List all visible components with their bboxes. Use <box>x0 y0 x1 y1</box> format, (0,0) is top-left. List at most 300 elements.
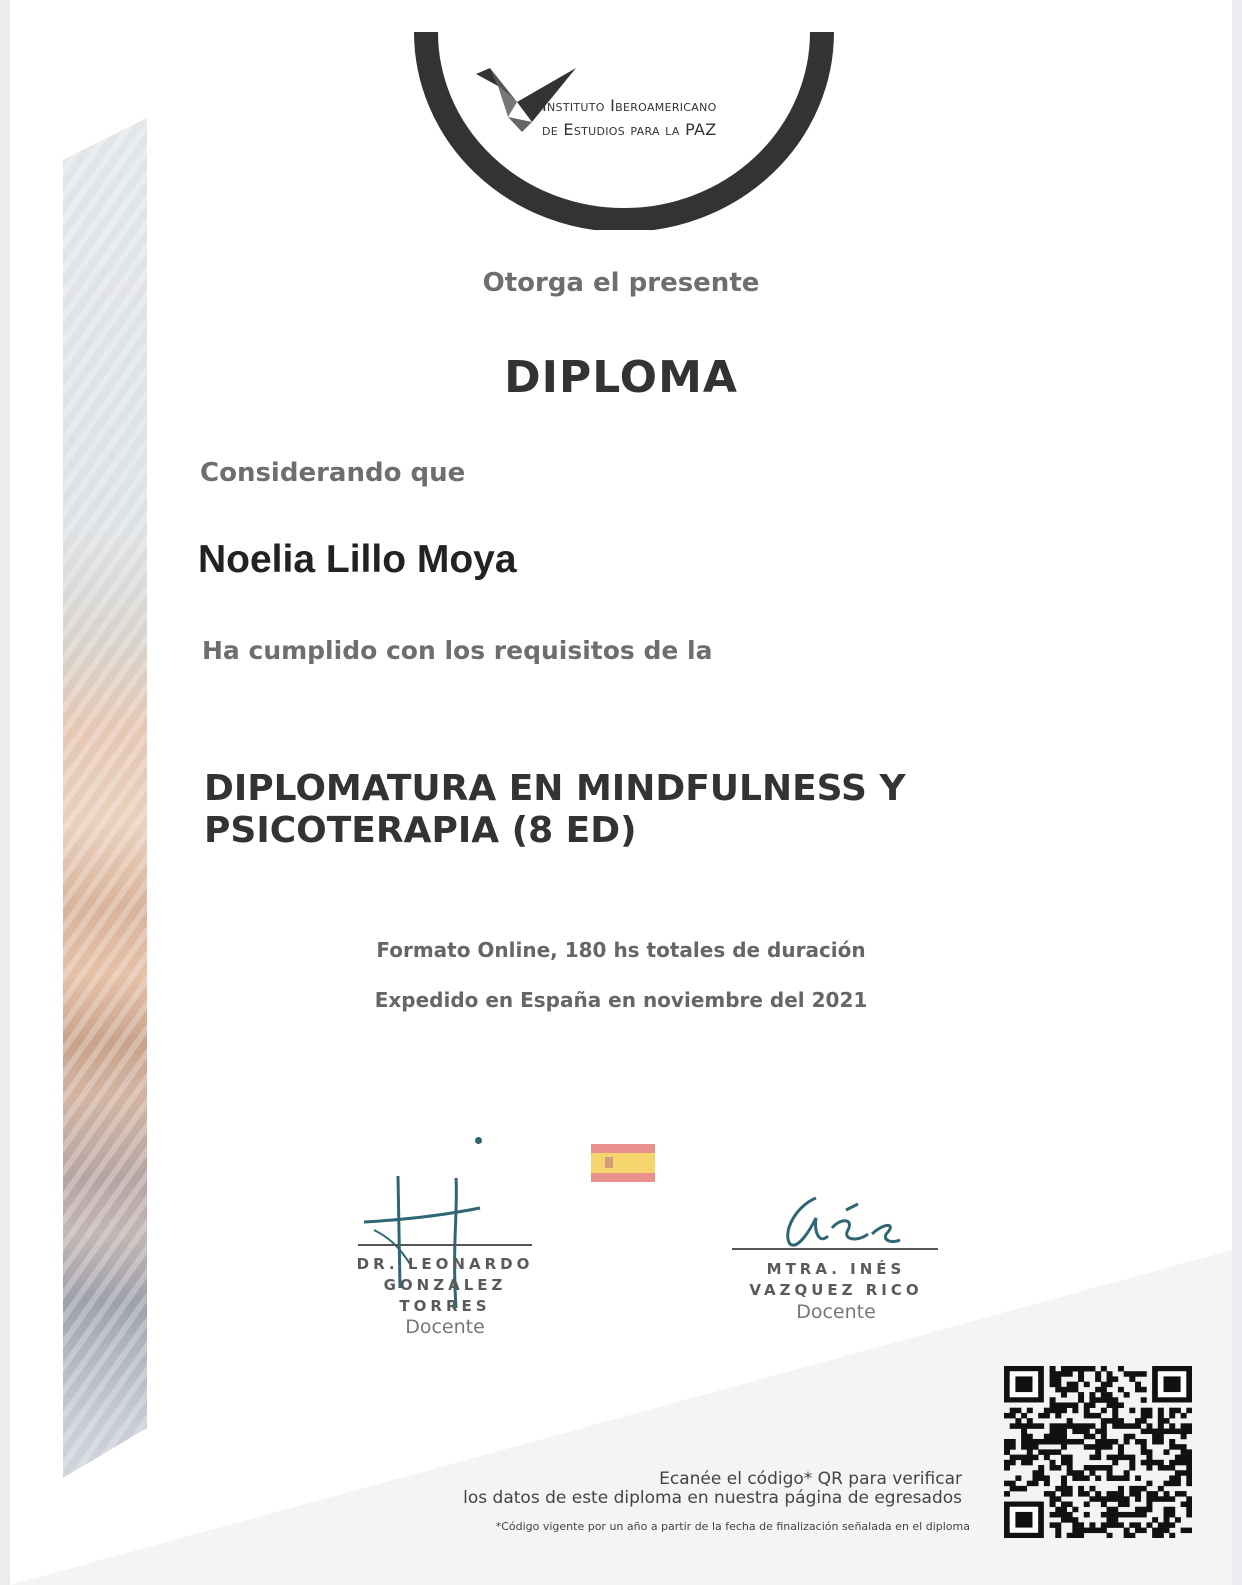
qr-module <box>1055 1486 1061 1492</box>
qr-module <box>1078 1470 1084 1476</box>
qr-module <box>1067 1533 1073 1538</box>
qr-module <box>1021 1455 1027 1461</box>
qr-module <box>1055 1408 1061 1414</box>
qr-module <box>1141 1413 1147 1419</box>
qr-module <box>1129 1465 1135 1471</box>
qr-module <box>1141 1507 1147 1513</box>
qr-module <box>1004 1439 1010 1445</box>
qr-module <box>1072 1533 1078 1538</box>
qr-module <box>1124 1512 1130 1518</box>
qr-module <box>1175 1429 1181 1435</box>
qr-module <box>1169 1512 1175 1518</box>
qr-module <box>1010 1408 1016 1414</box>
qr-module <box>1032 1439 1038 1445</box>
qr-module <box>1078 1376 1084 1382</box>
ink-dot <box>475 1137 482 1144</box>
qr-module <box>1135 1371 1141 1377</box>
qr-module <box>1004 1491 1010 1497</box>
qr-module <box>1032 1481 1038 1487</box>
qr-module <box>1169 1475 1175 1481</box>
qr-module <box>1158 1418 1164 1424</box>
qr-module <box>1004 1413 1010 1419</box>
qr-module <box>1107 1522 1113 1528</box>
qr-module <box>1067 1502 1073 1508</box>
qr-module <box>1101 1408 1107 1414</box>
signature-line-left <box>358 1244 532 1246</box>
program-name <box>204 768 1104 852</box>
qr-module <box>1169 1522 1175 1528</box>
qr-module <box>1101 1392 1107 1398</box>
qr-module <box>1084 1429 1090 1435</box>
qr-module <box>1101 1496 1107 1502</box>
qr-module <box>1135 1418 1141 1424</box>
qr-module <box>1095 1413 1101 1419</box>
qr-module <box>1158 1408 1164 1414</box>
qr-module <box>1164 1522 1170 1528</box>
qr-module <box>1095 1376 1101 1382</box>
qr-module <box>1141 1397 1147 1403</box>
qr-module <box>1004 1444 1010 1450</box>
qr-module <box>1084 1408 1090 1414</box>
qr-module <box>1050 1460 1056 1466</box>
qr-module <box>1084 1475 1090 1481</box>
qr-module <box>1095 1475 1101 1481</box>
qr-module <box>1101 1522 1107 1528</box>
qr-module <box>1135 1486 1141 1492</box>
qr-module <box>1015 1423 1021 1429</box>
qr-module <box>1181 1470 1187 1476</box>
qr-module <box>1095 1371 1101 1377</box>
program-name-line1: DIPLOMATURA EN MINDFULNESS Y <box>204 768 906 809</box>
qr-module <box>1050 1439 1056 1445</box>
qr-module <box>1089 1486 1095 1492</box>
qr-module <box>1032 1475 1038 1481</box>
qr-module <box>1175 1444 1181 1450</box>
qr-module <box>1124 1470 1130 1476</box>
qr-module <box>1101 1366 1107 1372</box>
qr-module <box>1135 1387 1141 1393</box>
qr-module <box>1050 1408 1056 1414</box>
qr-module <box>1067 1387 1073 1393</box>
qr-module <box>1129 1434 1135 1440</box>
qr-code[interactable] <box>1004 1366 1192 1538</box>
qr-module <box>1152 1460 1158 1466</box>
qr-module <box>1146 1465 1152 1471</box>
issued-text: Expedido en España en noviembre del 2021 <box>374 988 868 1012</box>
qr-module <box>1027 1434 1033 1440</box>
qr-module <box>1158 1434 1164 1440</box>
qr-module <box>1027 1455 1033 1461</box>
qr-module <box>1061 1507 1067 1513</box>
signer-left-name-line1: DR. LEONARDO <box>356 1255 534 1273</box>
qr-module <box>1055 1434 1061 1440</box>
qr-module <box>1038 1465 1044 1471</box>
institute-name <box>542 94 717 142</box>
qr-module <box>1095 1496 1101 1502</box>
signer-right-name <box>730 1259 942 1301</box>
qr-module <box>1089 1392 1095 1398</box>
qr-module <box>1055 1507 1061 1513</box>
qr-module <box>1169 1439 1175 1445</box>
qr-module <box>1124 1528 1130 1534</box>
qr-module <box>1010 1423 1016 1429</box>
qr-module <box>1146 1481 1152 1487</box>
qr-module <box>1055 1402 1061 1408</box>
spain-flag-icon <box>591 1144 655 1182</box>
qr-module <box>1169 1429 1175 1435</box>
intro-text: Otorga el presente <box>482 268 760 298</box>
qr-module <box>1186 1496 1192 1502</box>
qr-module <box>1186 1470 1192 1476</box>
qr-module <box>1146 1491 1152 1497</box>
qr-module <box>1124 1475 1130 1481</box>
qr-module <box>1186 1449 1192 1455</box>
qr-module <box>1004 1449 1010 1455</box>
qr-module <box>1135 1507 1141 1513</box>
qr-module <box>1061 1366 1067 1372</box>
qr-module <box>1067 1423 1073 1429</box>
qr-module <box>1061 1491 1067 1497</box>
qr-module <box>1032 1423 1038 1429</box>
qr-module <box>1107 1533 1113 1538</box>
qr-module <box>1146 1413 1152 1419</box>
qr-module <box>1135 1512 1141 1518</box>
qr-module <box>1038 1475 1044 1481</box>
qr-module <box>1152 1496 1158 1502</box>
institute-name-line1: Instituto Iberoamericano <box>542 96 717 115</box>
qr-module <box>1112 1517 1118 1523</box>
qr-module <box>1021 1444 1027 1450</box>
qr-module <box>1141 1528 1147 1534</box>
qr-module <box>1181 1502 1187 1508</box>
qr-module <box>1112 1376 1118 1382</box>
qr-module <box>1078 1522 1084 1528</box>
qr-module <box>1135 1491 1141 1497</box>
qr-module <box>1135 1382 1141 1388</box>
qr-module <box>1010 1413 1016 1419</box>
qr-module <box>1072 1366 1078 1372</box>
qr-module <box>1158 1528 1164 1534</box>
qr-module <box>1112 1475 1118 1481</box>
qr-module <box>1129 1371 1135 1377</box>
qr-module <box>1027 1439 1033 1445</box>
qr-module <box>1078 1486 1084 1492</box>
qr-module <box>1107 1455 1113 1461</box>
qr-module <box>1004 1460 1010 1466</box>
qr-module <box>1118 1366 1124 1372</box>
qr-module <box>1055 1465 1061 1471</box>
qr-module <box>1101 1397 1107 1403</box>
qr-module <box>1101 1465 1107 1471</box>
qr-module <box>1044 1413 1050 1419</box>
qr-module <box>1164 1491 1170 1497</box>
qr-module <box>1067 1455 1073 1461</box>
signature-right <box>776 1188 906 1252</box>
qr-module <box>1107 1371 1113 1377</box>
qr-module <box>1141 1429 1147 1435</box>
qr-module <box>1015 1418 1021 1424</box>
qr-module <box>1027 1408 1033 1414</box>
qr-module <box>1050 1502 1056 1508</box>
qr-module <box>1181 1429 1187 1435</box>
qr-module <box>1084 1413 1090 1419</box>
qr-module <box>1129 1460 1135 1466</box>
qr-module <box>1061 1387 1067 1393</box>
qr-module <box>1107 1496 1113 1502</box>
qr-module <box>1021 1434 1027 1440</box>
qr-module <box>1061 1517 1067 1523</box>
qr-module <box>1107 1382 1113 1388</box>
qr-module <box>1010 1486 1016 1492</box>
qr-module <box>1135 1528 1141 1534</box>
qr-module <box>1067 1465 1073 1471</box>
signature-line-right <box>732 1248 938 1250</box>
qr-module <box>1015 1486 1021 1492</box>
qr-module <box>1158 1533 1164 1538</box>
qr-module <box>1169 1444 1175 1450</box>
signer-right-role: Docente <box>796 1301 876 1323</box>
qr-module <box>1055 1496 1061 1502</box>
qr-module <box>1112 1397 1118 1403</box>
qr-module <box>1027 1423 1033 1429</box>
qr-module <box>1186 1512 1192 1518</box>
qr-module <box>1141 1408 1147 1414</box>
qr-module <box>1055 1439 1061 1445</box>
qr-module <box>1050 1366 1056 1372</box>
qr-module <box>1032 1470 1038 1476</box>
qr-module <box>1169 1533 1175 1538</box>
qr-module <box>1089 1413 1095 1419</box>
qr-module <box>1067 1470 1073 1476</box>
qr-module <box>1164 1528 1170 1534</box>
qr-module <box>1112 1491 1118 1497</box>
qr-module <box>1141 1460 1147 1466</box>
qr-module <box>1175 1460 1181 1466</box>
qr-module <box>1078 1429 1084 1435</box>
qr-module <box>1038 1470 1044 1476</box>
qr-module <box>1118 1491 1124 1497</box>
qr-module <box>1038 1423 1044 1429</box>
diploma-title: DIPLOMA <box>504 352 738 403</box>
qr-module <box>1118 1423 1124 1429</box>
qr-module <box>1129 1486 1135 1492</box>
qr-module <box>1186 1423 1192 1429</box>
qr-module <box>1152 1439 1158 1445</box>
qr-module <box>1146 1496 1152 1502</box>
qr-module <box>1089 1444 1095 1450</box>
qr-module <box>1044 1439 1050 1445</box>
qr-module <box>1129 1376 1135 1382</box>
qr-module <box>1050 1449 1056 1455</box>
qr-module <box>1044 1408 1050 1414</box>
qr-module <box>1089 1465 1095 1471</box>
qr-module <box>1146 1522 1152 1528</box>
qr-module <box>1181 1449 1187 1455</box>
qr-module <box>1038 1413 1044 1419</box>
qr-module <box>1050 1496 1056 1502</box>
qr-module <box>1152 1533 1158 1538</box>
qr-module <box>1118 1512 1124 1518</box>
qr-module <box>1152 1517 1158 1523</box>
qr-module <box>1164 1481 1170 1487</box>
qr-module <box>1107 1376 1113 1382</box>
qr-module <box>1118 1502 1124 1508</box>
qr-module <box>1186 1528 1192 1534</box>
qr-module <box>1129 1408 1135 1414</box>
mountain-photo-strip <box>63 118 147 1478</box>
signer-right-name-line1: MTRA. INÉS <box>766 1260 906 1278</box>
signer-left-name-line3: TORRES <box>399 1297 491 1315</box>
qr-module <box>1101 1444 1107 1450</box>
qr-module <box>1095 1455 1101 1461</box>
qr-module <box>1010 1439 1016 1445</box>
qr-module <box>1112 1408 1118 1414</box>
qr-instructions-line2: los datos de este diploma en nuestra página de egresados <box>463 1488 962 1508</box>
qr-module <box>1067 1486 1073 1492</box>
qr-module <box>1095 1491 1101 1497</box>
qr-module <box>1164 1496 1170 1502</box>
qr-module <box>1084 1465 1090 1471</box>
qr-module <box>1135 1522 1141 1528</box>
qr-module <box>1078 1371 1084 1377</box>
qr-module <box>1055 1533 1061 1538</box>
qr-module <box>1158 1460 1164 1466</box>
qr-module <box>1095 1449 1101 1455</box>
qr-module <box>1032 1444 1038 1450</box>
qr-module <box>1084 1502 1090 1508</box>
qr-module <box>1124 1455 1130 1461</box>
qr-module <box>1135 1475 1141 1481</box>
qr-module <box>1101 1439 1107 1445</box>
qr-module <box>1101 1434 1107 1440</box>
qr-module <box>1061 1402 1067 1408</box>
format-text: Formato Online, 180 hs totales de duración <box>376 938 866 962</box>
qr-module <box>1010 1481 1016 1487</box>
qr-module <box>1004 1465 1010 1471</box>
qr-module <box>1101 1387 1107 1393</box>
qr-module <box>1015 1475 1021 1481</box>
qr-module <box>1164 1517 1170 1523</box>
qr-module <box>1141 1418 1147 1424</box>
qr-module <box>1084 1491 1090 1497</box>
qr-module <box>1089 1496 1095 1502</box>
qr-module <box>1010 1444 1016 1450</box>
qr-module <box>1181 1491 1187 1497</box>
qr-module <box>1089 1434 1095 1440</box>
qr-module <box>1186 1429 1192 1435</box>
signer-left-name-line2: GONZÁLEZ <box>383 1276 507 1294</box>
qr-module <box>1158 1413 1164 1419</box>
qr-module <box>1095 1528 1101 1534</box>
qr-module <box>1044 1434 1050 1440</box>
qr-module <box>1061 1512 1067 1518</box>
qr-module <box>1067 1402 1073 1408</box>
qr-module <box>1067 1460 1073 1466</box>
qr-module <box>1050 1423 1056 1429</box>
qr-module <box>1061 1423 1067 1429</box>
qr-module <box>1050 1522 1056 1528</box>
qr-module <box>1061 1408 1067 1414</box>
qr-module <box>1158 1522 1164 1528</box>
qr-module <box>1112 1512 1118 1518</box>
qr-module <box>1107 1475 1113 1481</box>
qr-module <box>1118 1486 1124 1492</box>
qr-module <box>1124 1371 1130 1377</box>
qr-module <box>1055 1413 1061 1419</box>
qr-module <box>1141 1387 1147 1393</box>
qr-module <box>1118 1522 1124 1528</box>
qr-module <box>1050 1382 1056 1388</box>
qr-module <box>1061 1392 1067 1398</box>
qr-module <box>1124 1496 1130 1502</box>
qr-module <box>1055 1376 1061 1382</box>
qr-module <box>1061 1429 1067 1435</box>
qr-module <box>1084 1434 1090 1440</box>
qr-module <box>1067 1491 1073 1497</box>
qr-module <box>1169 1481 1175 1487</box>
qr-module <box>1164 1449 1170 1455</box>
qr-module <box>1124 1434 1130 1440</box>
signer-left-name <box>340 1254 550 1317</box>
qr-module <box>1101 1382 1107 1388</box>
qr-module <box>1027 1481 1033 1487</box>
qr-module <box>1038 1449 1044 1455</box>
qr-module <box>1135 1496 1141 1502</box>
qr-module <box>1164 1376 1181 1392</box>
qr-module <box>1044 1481 1050 1487</box>
qr-module <box>1067 1512 1073 1518</box>
qr-module <box>1181 1455 1187 1461</box>
qr-module <box>1050 1402 1056 1408</box>
qr-module <box>1129 1491 1135 1497</box>
qr-module <box>1158 1423 1164 1429</box>
qr-module <box>1095 1444 1101 1450</box>
qr-module <box>1181 1434 1187 1440</box>
qr-module <box>1078 1475 1084 1481</box>
qr-module <box>1084 1512 1090 1518</box>
qr-module <box>1089 1455 1095 1461</box>
qr-module <box>1061 1481 1067 1487</box>
qr-module <box>1158 1496 1164 1502</box>
program-name-line2: PSICOTERAPIA (8 ED) <box>204 810 637 851</box>
qr-module <box>1061 1371 1067 1377</box>
qr-module <box>1101 1429 1107 1435</box>
signer-left-role: Docente <box>405 1316 485 1338</box>
qr-module <box>1084 1382 1090 1388</box>
qr-module <box>1044 1475 1050 1481</box>
diploma-page <box>10 0 1232 1585</box>
qr-module <box>1021 1439 1027 1445</box>
qr-module <box>1027 1418 1033 1424</box>
qr-module <box>1169 1413 1175 1419</box>
qr-module <box>1015 1408 1021 1414</box>
qr-module <box>1072 1528 1078 1534</box>
qr-module <box>1061 1460 1067 1466</box>
qr-module <box>1015 1455 1021 1461</box>
qr-module <box>1061 1439 1067 1445</box>
qr-module <box>1118 1455 1124 1461</box>
qr-module <box>1158 1465 1164 1471</box>
qr-module <box>1067 1439 1073 1445</box>
qr-module <box>1124 1392 1130 1398</box>
qr-module <box>1107 1418 1113 1424</box>
considering-text: Considerando que <box>200 458 466 488</box>
qr-module <box>1050 1376 1056 1382</box>
qr-module <box>1072 1423 1078 1429</box>
qr-module <box>1050 1465 1056 1471</box>
qr-module <box>1055 1522 1061 1528</box>
qr-module <box>1055 1449 1061 1455</box>
